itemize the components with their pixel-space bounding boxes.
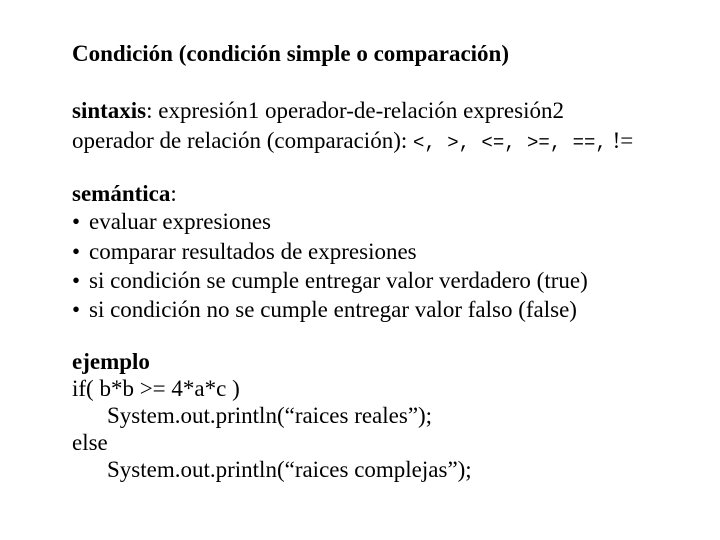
bullet-item <box>72 267 588 294</box>
slide-title: Condición (condición simple o comparación) <box>72 41 510 66</box>
code-line: System.out.println(“raices reales”); <box>107 403 433 428</box>
sintaxis-text: expresión1 operador-de-relación expresión2 <box>152 98 564 123</box>
operadores-last: != <box>606 128 634 153</box>
sintaxis-line <box>72 97 564 124</box>
bullet-icon: • <box>72 268 81 293</box>
bullet-item <box>72 296 577 323</box>
bullet-item <box>72 238 417 265</box>
semantica-label: semántica <box>72 181 171 206</box>
bullet-icon: • <box>72 239 81 264</box>
sintaxis-colon: : <box>146 98 153 123</box>
bullet-text: evaluar expresiones <box>89 209 272 234</box>
operadores-line <box>72 127 633 157</box>
semantica-colon: : <box>170 181 177 206</box>
bullet-text: si condición no se cumple entregar valor falso (false) <box>89 297 577 322</box>
code-line: else <box>72 430 108 455</box>
sintaxis-label: sintaxis <box>72 98 147 123</box>
code-line: System.out.println(“raices complejas”); <box>107 457 472 482</box>
bullet-icon: • <box>72 297 81 322</box>
semantica-heading <box>72 180 177 207</box>
bullet-text: comparar resultados de expresiones <box>89 239 417 264</box>
code-line: if( b*b >= 4*a*c ) <box>72 376 240 401</box>
operadores-list: <, >, <=, >=, ==, <box>413 132 607 154</box>
bullet-icon: • <box>72 209 81 234</box>
bullet-item <box>72 208 271 235</box>
operadores-label: operador de relación (comparación): <box>72 128 413 153</box>
ejemplo-label: ejemplo <box>72 349 150 374</box>
bullet-text: si condición se cumple entregar valor verdadero (true) <box>89 268 588 293</box>
